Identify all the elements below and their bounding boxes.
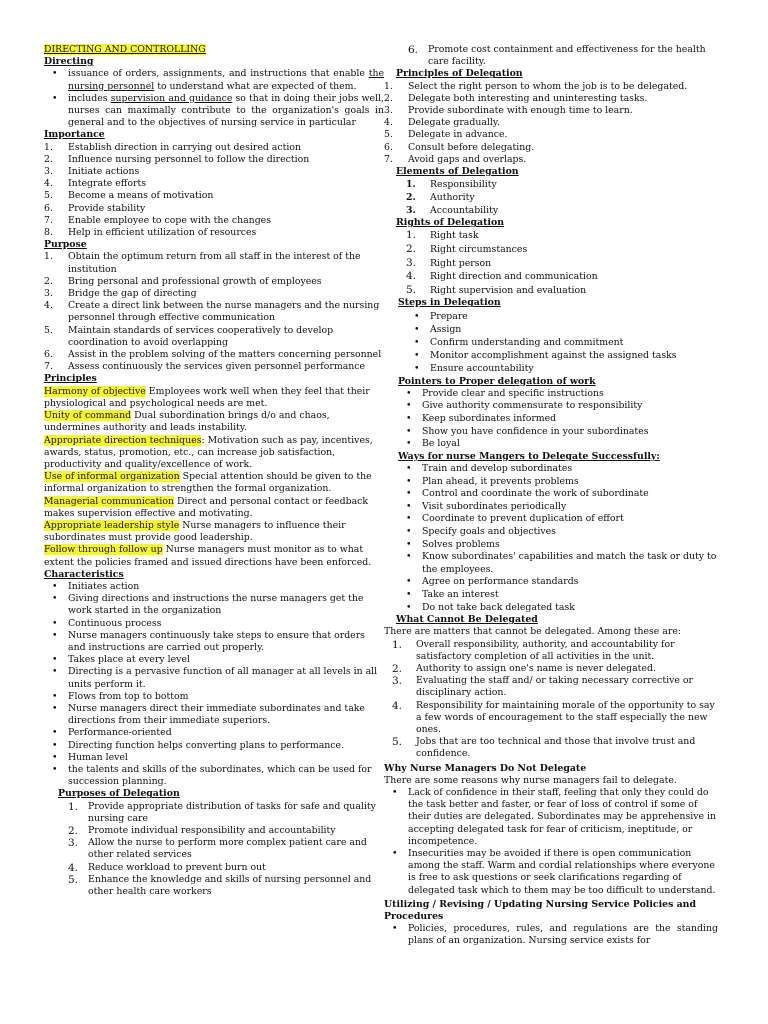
left-column	[44, 44, 384, 898]
list-item: • Takes place at every level	[44, 654, 384, 666]
characteristics-list	[44, 581, 384, 788]
list-item: 6. Assist in the problem solving of the matters concerning personnel	[44, 349, 382, 361]
purpose-heading: Purpose	[44, 239, 87, 251]
list-item: • Policies, procedures, rules, and regulations are the standing plans of an organization. Nursing service exists for	[384, 923, 718, 947]
list-item: • Prepare	[406, 310, 718, 323]
directing-list	[44, 68, 384, 129]
list-item: • Monitor accomplishment against the assigned tasks	[406, 349, 718, 362]
cannot-heading: What Cannot Be Delegated	[396, 614, 538, 626]
list-item: • Train and develop subordinates	[398, 463, 718, 476]
list-item: 2. Promote individual responsibility and accountability	[68, 825, 336, 837]
principle: Managerial communication Direct and personal contact or feedback makes supervision effective and motivating.	[44, 495, 369, 519]
list-item: 6. Promote cost containment and effectiveness for the health care facility.	[408, 44, 706, 68]
policies-list	[384, 923, 718, 947]
elements-list	[384, 178, 718, 217]
list-item: 3. Accountability	[406, 205, 499, 217]
list-item: • Specify goals and objectives	[398, 526, 718, 539]
list-item: • Agree on performance standards	[398, 576, 718, 589]
pointers-list	[384, 388, 718, 451]
list-item: • Take an interest	[398, 589, 718, 602]
policies-heading: Utilizing / Revising / Updating Nursing Service Policies and Procedures	[384, 898, 696, 922]
purposes-delegation-continued	[384, 44, 718, 68]
steps-heading: Steps in Delegation	[398, 297, 501, 309]
list-item: 3. Right person	[406, 256, 492, 269]
why-heading: Why Nurse Managers Do Not Delegate	[384, 762, 587, 774]
principles-heading: Principles	[44, 373, 97, 385]
right-column	[384, 44, 718, 948]
list-item: 5. Become a means of motivation	[44, 190, 214, 202]
list-item: • Be loyal	[398, 438, 718, 451]
list-item: 1. Responsibility	[406, 179, 497, 191]
list-item: 3. Allow the nurse to perform more complex patient care and other related services	[68, 837, 367, 861]
list-item: 6. Provide stability	[44, 202, 146, 214]
list-item: 5. Delegate in advance.	[384, 129, 508, 141]
purpose-list	[44, 251, 384, 373]
ways-heading: Ways for nurse Mangers to Delegate Successfully:	[398, 450, 660, 462]
list-item: 5. Enhance the knowledge and skills of nursing personnel and other health care workers	[68, 873, 372, 898]
list-item: 6. Consult before delegating.	[384, 141, 535, 153]
principle: Appropriate leadership style Nurse managers to influence their subordinates must provide good leadership.	[44, 519, 346, 544]
purposes-delegation-list	[44, 801, 384, 899]
list-item: • Insecurities may be avoided if there is open communication among the staff. Warm and cordial relationships where everyone is free to ask questions or seek clarifications regarding of delegated task which to them may be too difficult to understand.	[384, 848, 718, 897]
list-item: • Visit subordinates periodically	[398, 501, 718, 514]
principles-delegation-list	[384, 81, 718, 166]
list-item: • Coordinate to prevent duplication of effort	[398, 513, 718, 526]
list-item: 5. Jobs that are too technical and those that involve trust and confidence.	[392, 736, 696, 760]
importance-heading: Importance	[44, 129, 105, 141]
list-item: • the talents and skills of the subordinates, which can be used for succession planning.	[44, 764, 384, 788]
list-item: • Control and coordinate the work of subordinate	[398, 488, 718, 501]
principles-block	[44, 386, 384, 569]
cannot-list	[384, 639, 718, 761]
list-item: • Directing is a pervasive function of all manager at all levels in all units perform it.	[44, 666, 384, 690]
list-item: • Lack of confidence in their staff, feeling that only they could do the task better and faster, or fear of loss of control if some of their duties are delegated. Subordinates may be apprehensive in accepting delegated task for fear of criticism, ineptitude, or incompetence.	[384, 787, 718, 848]
list-item: 1. Overall responsibility, authority, and accountability for satisfactory completion of all activities in the unit.	[392, 638, 675, 662]
list-item: • Confirm understanding and commitment	[406, 336, 718, 349]
list-item: 2. Bring personal and professional growth of employees	[44, 275, 322, 287]
list-item: 2. Authority to assign one's name is never delegated.	[392, 662, 656, 675]
list-item: 7. Avoid gaps and overlaps.	[384, 153, 527, 165]
list-item: • Know subordinates' capabilities and match the task or duty to the employees.	[398, 551, 718, 576]
list-item: • Flows from top to bottom	[44, 691, 384, 703]
list-item: • Provide clear and specific instructions	[398, 388, 718, 401]
principle: Use of informal organization Special attention should be given to the informal organization to strengthen the formal organization.	[44, 471, 372, 495]
list-item: 4. Reduce workload to prevent burn out	[68, 861, 266, 874]
list-item: • Plan ahead, it prevents problems	[398, 476, 718, 489]
list-item: • Performance-oriented	[44, 727, 384, 739]
doc-title: DIRECTING AND CONTROLLING	[44, 44, 206, 55]
list-item: 4. Create a direct link between the nurse managers and the nursing personnel through effective communication	[44, 300, 380, 324]
list-item: • Show you have confidence in your subordinates	[398, 426, 718, 439]
ways-list	[384, 463, 718, 614]
why-intro: There are some reasons why nurse managers fail to delegate.	[384, 774, 677, 786]
why-list	[384, 787, 718, 897]
elements-heading: Elements of Delegation	[396, 166, 519, 178]
purposes-delegation-heading: Purposes of Delegation	[58, 788, 180, 800]
list-item: • Directing function helps converting plans to performance.	[44, 740, 384, 752]
list-item: 5. Maintain standards of services cooperatively to develop coordination to avoid overlapping	[44, 324, 334, 348]
list-item: 3. Evaluating the staff and/ or taking necessary corrective or disciplinary action.	[392, 675, 694, 699]
list-item: 3. Bridge the gap of directing	[44, 288, 197, 300]
list-item: 1. Establish direction in carrying out desired action	[44, 141, 301, 153]
list-item: 8. Help in efficient utilization of resources	[44, 227, 257, 239]
list-item: 4. Responsibility for maintaining morale of the opportunity to say a few words of encouragement to the staff especially the new ones.	[392, 699, 715, 735]
list-item: • includes supervision and guidance so that in doing their jobs well, nurses can maximally contribute to the organization's goals in general and to the objectives of nursing service in particular	[44, 93, 384, 130]
list-item: • issuance of orders, assignments, and instructions that enable the nursing personnel to understand what are expected of them.	[44, 68, 384, 92]
cannot-intro: There are matters that cannot be delegated. Among these are:	[384, 626, 682, 638]
principle: Harmony of objective Employees work well when they feel that their physiological and psychological needs are met.	[44, 385, 370, 409]
list-item: • Ensure accountability	[406, 362, 718, 375]
list-item: 7. Enable employee to cope with the changes	[44, 214, 272, 226]
list-item: 1. Right task	[406, 229, 479, 242]
list-item: • Nurse managers continuously take steps to ensure that orders and instructions are carried out properly.	[44, 630, 384, 654]
list-item: 4. Right direction and communication	[406, 270, 598, 283]
pointers-heading: Pointers to Proper delegation of work	[398, 375, 596, 387]
rights-heading: Rights of Delegation	[396, 217, 504, 229]
principle: Unity of command Dual subordination brings d/o and chaos, undermines authority and leads instability.	[44, 410, 330, 434]
list-item: • Give authority commensurate to responsibility	[398, 400, 718, 413]
list-item: • Do not take back delegated task	[398, 602, 718, 615]
list-item: • Continuous process	[44, 618, 384, 630]
importance-list	[44, 142, 384, 240]
list-item: 4. Delegate gradually.	[384, 117, 500, 129]
list-item: 2. Authority	[406, 192, 475, 204]
list-item: • Human level	[44, 752, 384, 764]
list-item: 1. Select the right person to whom the job is to be delegated.	[384, 80, 688, 92]
list-item: 7. Assess continuously the services given personnel performance	[44, 361, 366, 373]
list-item: • Initiates action	[44, 581, 384, 593]
list-item: 2. Right circumstances	[406, 243, 528, 256]
list-item: 4. Integrate efforts	[44, 178, 147, 190]
list-item: 2. Influence nursing personnel to follow the direction	[44, 153, 310, 165]
rights-list	[384, 229, 718, 297]
list-item: 3. Initiate actions	[44, 166, 140, 178]
list-item: • Nurse managers direct their immediate subordinates and take directions from their immediate superiors.	[44, 703, 384, 727]
list-item: • Keep subordinates informed	[398, 413, 718, 426]
steps-list	[384, 310, 718, 376]
principles-delegation-heading: Principles of Delegation	[396, 68, 523, 80]
list-item: • Assign	[406, 323, 718, 336]
list-item: 2. Delegate both interesting and uninteresting tasks.	[384, 92, 648, 104]
list-item: • Giving directions and instructions the nurse managers get the work started in the organization	[44, 593, 384, 617]
list-item: 1. Obtain the optimum return from all staff in the interest of the institution	[44, 251, 361, 275]
characteristics-heading: Characteristics	[44, 568, 124, 580]
list-item: 1. Provide appropriate distribution of tasks for safe and quality nursing care	[68, 800, 376, 824]
principle: Follow through follow up Nurse managers must monitor as to what extent the policies framed and issued directions have been enforced.	[44, 544, 372, 568]
directing-heading: Directing	[44, 56, 94, 68]
list-item: 3. Provide subordinate with enough time to learn.	[384, 105, 633, 117]
list-item: • Solves problems	[398, 539, 718, 552]
principle: Appropriate direction techniques: Motivation such as pay, incentives, awards, status, promotion, etc., can increase job satisfaction, productivity and quality/excellence of work.	[44, 434, 373, 470]
list-item: 5. Right supervision and evaluation	[406, 283, 587, 296]
